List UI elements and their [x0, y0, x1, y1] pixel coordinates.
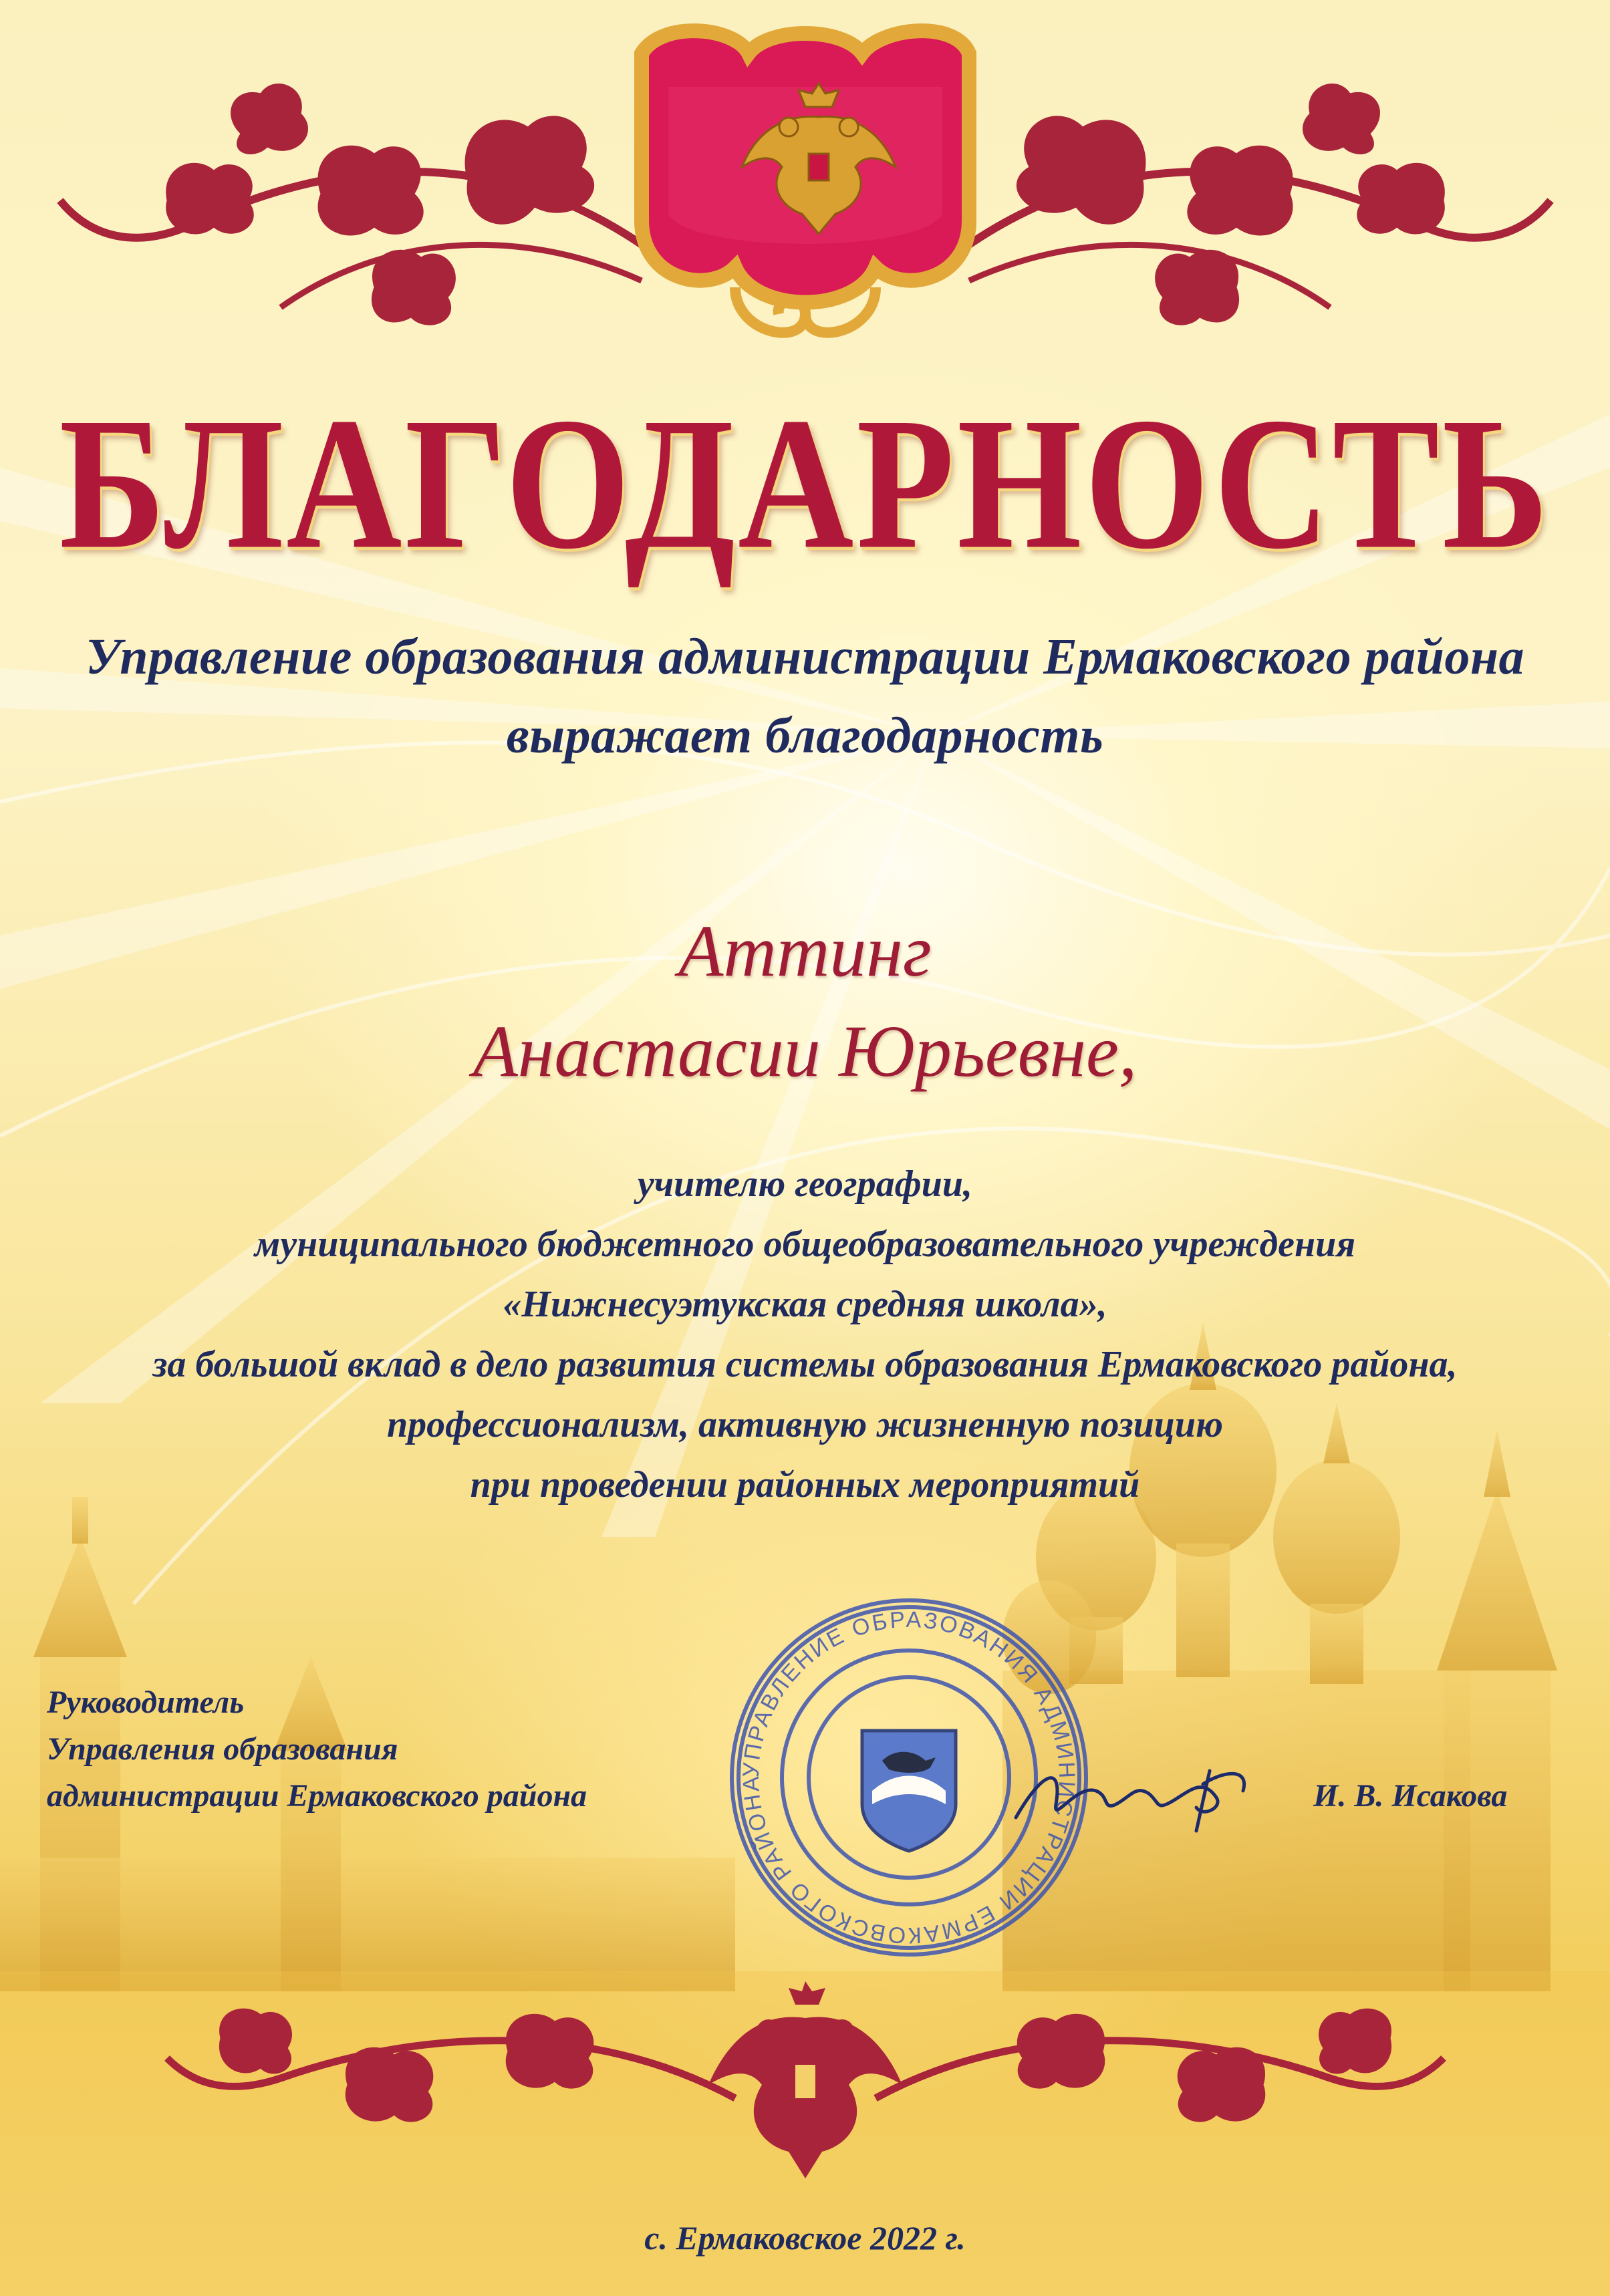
description-line: учителю географии,	[637, 1163, 973, 1205]
issuer-line-1: Управление образования администрации Ермаковского района	[85, 629, 1525, 685]
description-line: профессионализм, активную жизненную позицию	[387, 1404, 1223, 1445]
description-line: за большой вклад в дело развития системы образования Ермаковского района,	[152, 1344, 1458, 1385]
signer-position-line-1: Руководитель	[47, 1685, 245, 1720]
signer-position-line-2: Управления образования	[47, 1731, 398, 1767]
bottom-ornament	[0, 1978, 1610, 2232]
handwritten-signature	[1002, 1744, 1256, 1838]
top-ornament	[0, 0, 1610, 374]
double-headed-eagle-icon	[708, 1981, 902, 2178]
issuer-line-2: выражает благодарность	[506, 708, 1104, 764]
description-line: при проведении районных мероприятий	[470, 1464, 1140, 1505]
place-and-year: с. Ермаковское 2022 г.	[644, 2219, 966, 2257]
stamp-text: УПРАВЛЕНИЕ ОБРАЗОВАНИЯ АДМИНИСТРАЦИИ ЕРМАКОВСКОГО РАЙОНА	[738, 1606, 1080, 1949]
signer-position-line-3: администрации Ермаковского района	[47, 1778, 587, 1814]
recipient-name: Анастасии Юрьевне,	[473, 1010, 1137, 1092]
certificate-title: БЛАГОДАРНОСТЬ	[59, 378, 1551, 588]
description-line: «Нижнесуэтукская средняя школа»,	[503, 1284, 1107, 1325]
recipient-surname: Аттинг	[678, 910, 932, 992]
signer-name: И. В. Исакова	[1313, 1778, 1508, 1814]
description-line: муниципального бюджетного общеобразовательного учреждения	[254, 1224, 1356, 1265]
district-coat-of-arms-icon	[862, 1731, 956, 1851]
